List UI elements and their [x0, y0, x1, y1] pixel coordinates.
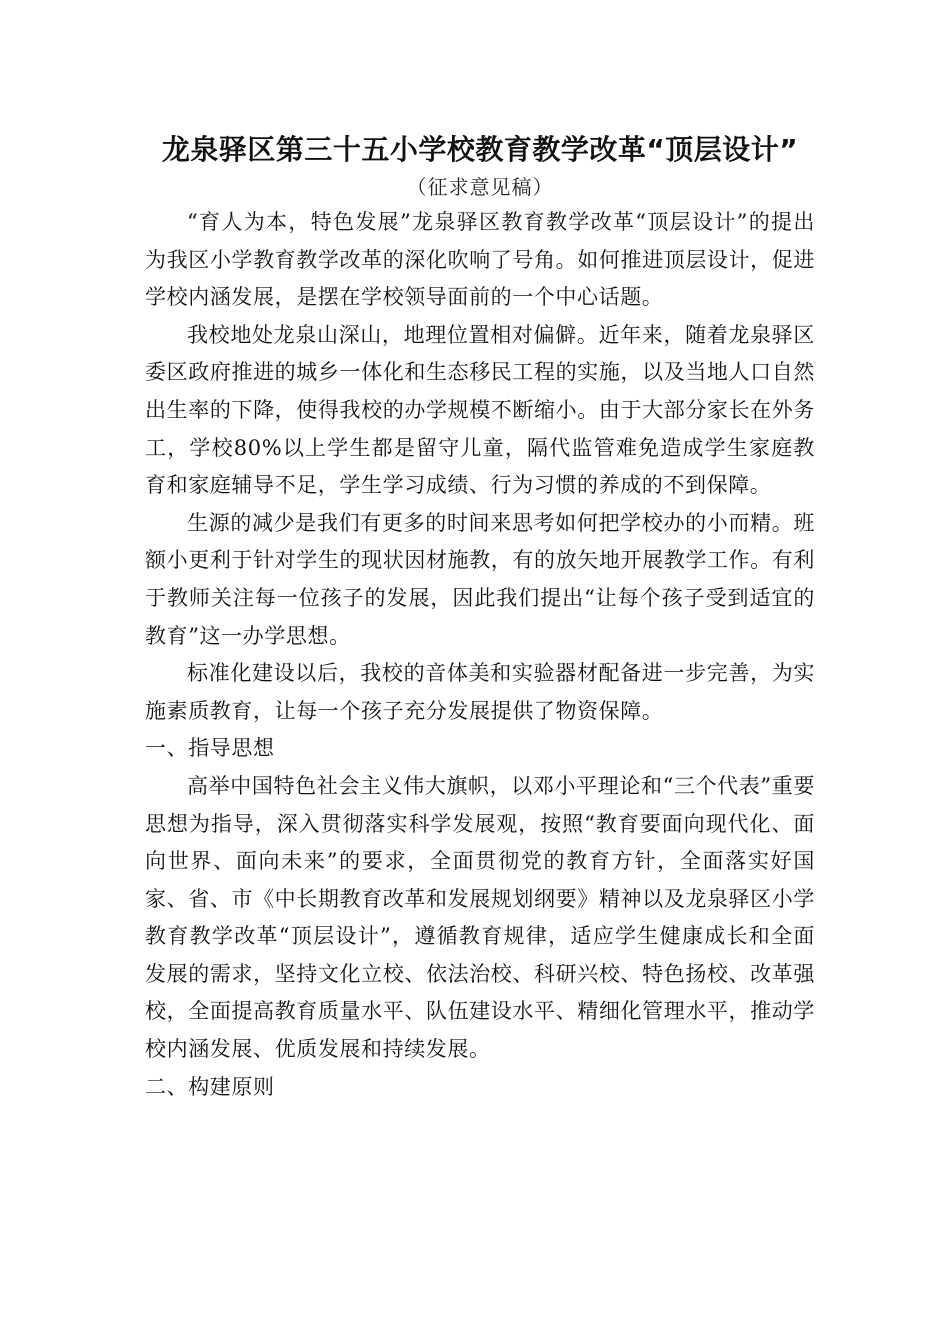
document-subtitle: （征求意见稿） [406, 175, 554, 199]
intro-paragraph-4: 标准化建设以后，我校的音体美和实验器材配备进一步完善，为实施素质教育，让每一个孩子充分发展提供了物资保障。 [145, 661, 815, 723]
intro-paragraph-1: “育人为本，特色发展”龙泉驿区教育教学改革“顶层设计”的提出为我区小学教育教学改革的深化吹响了号角。如何推进顶层设计，促进学校内涵发展，是摆在学校领导面前的一个中心话题。 [145, 210, 815, 310]
intro-paragraph-3: 生源的减少是我们有更多的时间来思考如何把学校办的小而精。班额小更利于针对学生的现状因材施教，有的放矢地开展教学工作。有利于教师关注每一位孩子的发展，因此我们提出“让每个孩子受到适宜的教育”这一办学思想。 [145, 510, 815, 648]
section-paragraph-guiding-ideology: 高举中国特色社会主义伟大旗帜，以邓小平理论和“三个代表”重要思想为指导，深入贯彻落实科学发展观，按照“教育要面向现代化、面向世界、面向未来”的要求，全面贯彻党的教育方针，全面落实好国家、省、市《中长期教育改革和发展规划纲要》精神以及龙泉驿区小学教育教学改革“顶层设计”，遵循教育规律，适应学生健康成长和全面发展的需求，坚持文化立校、依法治校、科研兴校、特色扬校、改革强校，全面提高教育质量水平、队伍建设水平、精细化管理水平，推动学校内涵发展、优质发展和持续发展。 [145, 773, 815, 1062]
document-title: 龙泉驿区第三十五小学校教育教学改革“顶层设计” [161, 133, 799, 166]
intro-paragraph-2: 我校地处龙泉山深山，地理位置相对偏僻。近年来，随着龙泉驿区委区政府推进的城乡一体化和生态移民工程的实施，以及当地人口自然出生率的下降，使得我校的办学规模不断缩小。由于大部分家长在外务工，学校80%以上学生都是留守儿童，隔代监管难免造成学生家庭教育和家庭辅导不足，学生学习成绩、行为习惯的养成的不到保障。 [145, 322, 815, 498]
section-heading-guiding-ideology: 一、指导思想 [145, 736, 275, 761]
section-heading-construction-principles: 二、构建原则 [145, 1074, 275, 1099]
document-page [145, 128, 815, 1106]
